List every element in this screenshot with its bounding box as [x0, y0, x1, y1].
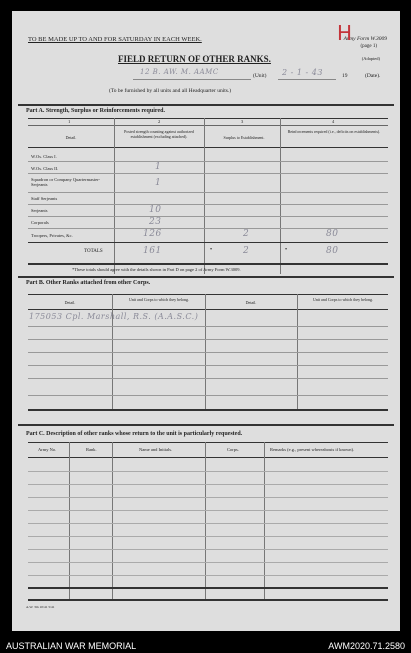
row-posted-wo2: 1 — [155, 162, 162, 172]
row-detail-serjeants: Serjeants — [31, 208, 48, 213]
row-detail-corporals: Corporals — [31, 220, 49, 225]
row-detail-cqms-text: Squadron or Company Quartermaster-Serjeants — [31, 177, 101, 187]
totals-dot-2: • — [285, 247, 288, 253]
page-reference: (page 1) — [360, 44, 377, 49]
part-c-header-rank: Rank. — [86, 447, 97, 452]
part-c-row-rule — [28, 523, 388, 524]
row-detail-staff-serjeants: Staff Serjeants — [31, 196, 58, 201]
form-title: FIELD RETURN OF OTHER RANKS. — [118, 54, 271, 64]
col-number-3: 3 — [241, 119, 244, 124]
part-c-row-rule — [28, 549, 388, 550]
part-c-mid-rule — [28, 587, 388, 589]
row-posted-corporals: 23 — [149, 217, 162, 227]
part-b-row-rule — [28, 365, 388, 366]
col-number-4: 4 — [332, 119, 335, 124]
row-rule — [28, 216, 388, 217]
row-surplus-privates: 2 — [243, 229, 250, 239]
part-c-table-top — [28, 442, 388, 443]
adapted-note: (Adapted) — [361, 56, 380, 61]
red-ink-mark: H — [337, 21, 353, 45]
part-b-header-unit-1: Unit and Corps to which they belong. — [128, 297, 190, 302]
part-c-vline-2 — [112, 442, 113, 600]
totals-surplus: 2 — [243, 246, 250, 256]
part-c-heading: Part C. Description of other ranks whose return to the unit is particularly requested. — [26, 431, 243, 437]
totals-bottom-rule — [28, 263, 388, 265]
part-c-header-name: Name and Initials. — [139, 447, 173, 452]
row-rule — [28, 173, 388, 174]
part-c-row-rule — [28, 497, 388, 498]
part-c-top-rule — [18, 424, 394, 426]
part-c-header-rule — [28, 457, 388, 458]
part-b-top-rule — [18, 276, 394, 278]
part-c-vline-1 — [69, 442, 70, 600]
part-a-header-rule — [28, 147, 388, 148]
header-surplus: Surplus to Establishment. — [223, 135, 265, 140]
part-b-entry: 175053 Cpl. Marshall, R.S. (A.A.S.C.) — [29, 312, 199, 321]
row-reinf-privates: 80 — [326, 229, 339, 239]
part-a-vline-1 — [114, 118, 115, 274]
part-c-vline-3 — [205, 442, 206, 600]
part-b-row-rule — [28, 395, 388, 396]
part-b-row-rule — [28, 339, 388, 340]
part-b-bottom-rule — [28, 409, 388, 411]
row-rule — [28, 204, 388, 205]
part-c-header-army-no: Army No. — [38, 447, 57, 452]
part-b-table-top — [28, 294, 388, 295]
date-value: 2 - 1 - 43 — [282, 68, 323, 77]
header-detail: Detail. — [65, 135, 77, 140]
row-detail-wo2: W.Os. Class II. — [31, 166, 59, 171]
date-year: 19 — [342, 73, 348, 79]
part-c-header-remarks: Remarks (e.g., present whereabouts if known). — [270, 447, 355, 452]
part-a-heading: Part A. Strength, Surplus or Reinforcements required. — [26, 108, 165, 114]
part-b-heading: Part B. Other Ranks attached from other Corps. — [26, 280, 151, 286]
part-a-vline-2 — [204, 118, 205, 274]
col-number-1: 1 — [68, 119, 71, 124]
form-sheet — [12, 11, 400, 631]
col-number-2: 2 — [158, 119, 161, 124]
part-b-row-rule — [28, 326, 388, 327]
part-c-vline-4 — [264, 442, 265, 600]
part-a-top-rule — [18, 104, 394, 106]
part-b-row-rule — [28, 352, 388, 353]
footer-institution: AUSTRALIAN WAR MEMORIAL — [6, 641, 137, 651]
part-b-header-rule — [28, 309, 388, 310]
part-a-vline-3 — [280, 118, 281, 274]
part-b-header-detail-1: Detail. — [64, 300, 76, 305]
row-posted-privates: 126 — [143, 229, 162, 239]
header-posted: Posted strength counting against authorized establishment (excluding attached). — [124, 129, 194, 139]
col-number-rule — [28, 125, 388, 126]
part-c-row-rule — [28, 536, 388, 537]
row-detail-cqms — [31, 177, 113, 187]
part-c-header-corps: Corps. — [227, 447, 239, 452]
totals-reinf: 80 — [326, 246, 339, 256]
header-reinforcements: Reinforcements required (i.e., deficits on establishments). — [287, 129, 381, 134]
form-reference: Army Form W.3009 — [343, 36, 387, 42]
part-b-header-unit-2: Unit and Corps to which they belong. — [312, 297, 374, 302]
furnish-note: (To be furnished by all units and all Headquarter units.) — [109, 88, 232, 94]
part-a-footnote: *These totals should agree with the details shown in Part D on page 2 of Army Form W.3009. — [72, 267, 241, 272]
part-c-row-rule — [28, 510, 388, 511]
totals-top-rule — [28, 242, 388, 243]
part-b-row-rule — [28, 378, 388, 379]
row-detail-privates: Troopers, Privates, &c. — [31, 233, 73, 238]
unit-label: (Unit) — [253, 73, 267, 79]
totals-label: TOTALS — [84, 249, 103, 254]
footer-accession-number: AWM2020.71.2580 — [328, 641, 405, 651]
instruction-text: TO BE MADE UP TO AND FOR SATURDAY IN EACH WEEK. — [28, 36, 202, 43]
row-posted-cqms: 1 — [155, 178, 162, 188]
date-rule — [278, 79, 336, 80]
part-c-row-rule — [28, 562, 388, 563]
unit-value: 12 B. AW. M. AAMC — [140, 68, 219, 76]
part-c-row-rule — [28, 575, 388, 576]
totals-dot-1: • — [210, 247, 213, 253]
part-c-bottom-rule — [28, 599, 388, 601]
part-c-row-rule — [28, 471, 388, 472]
row-posted-serjeants: 10 — [149, 205, 162, 215]
row-rule — [28, 192, 388, 193]
part-b-header-detail-2: Detail. — [245, 300, 257, 305]
date-label: (Date). — [365, 73, 381, 79]
unit-rule — [133, 79, 251, 80]
totals-posted: 161 — [143, 246, 162, 256]
row-detail-wo1: W.Os. Class I. — [31, 154, 57, 159]
printer-code: A.W. 3m 10/41 5/41 — [26, 605, 55, 609]
part-c-row-rule — [28, 484, 388, 485]
row-rule — [28, 161, 388, 162]
